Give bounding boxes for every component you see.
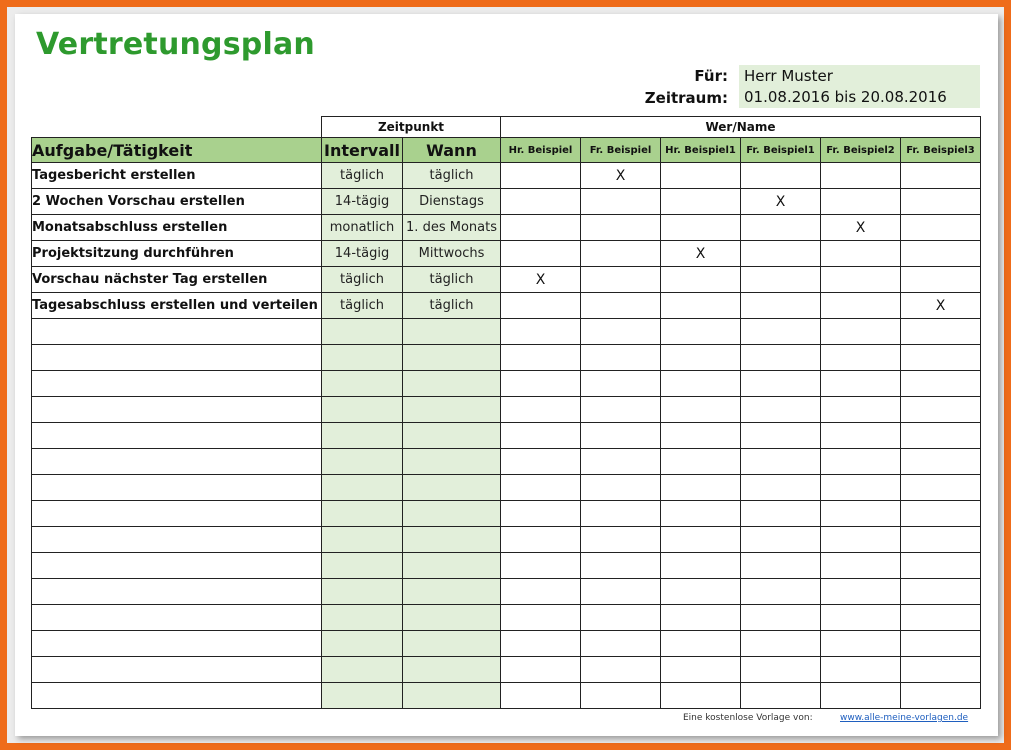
assignment-cell-person-6[interactable] xyxy=(901,267,981,293)
assignment-cell-person-2[interactable] xyxy=(581,449,661,475)
header-person-2: Fr. Beispiel xyxy=(581,138,661,163)
task-cell[interactable] xyxy=(32,475,322,501)
interval-cell[interactable] xyxy=(322,527,403,553)
interval-cell[interactable] xyxy=(322,553,403,579)
fuer-value[interactable]: Herr Muster xyxy=(739,65,980,87)
assignment-cell-person-6[interactable] xyxy=(901,527,981,553)
assignment-cell-person-1[interactable] xyxy=(501,605,581,631)
header-task: Aufgabe/Tätigkeit xyxy=(32,138,322,163)
table-row xyxy=(32,319,981,345)
assignment-cell-person-2[interactable] xyxy=(581,267,661,293)
assignment-cell-person-2[interactable] xyxy=(581,215,661,241)
table-row xyxy=(32,215,981,241)
assignment-cell-person-4[interactable] xyxy=(741,605,821,631)
assignment-cell-person-1[interactable] xyxy=(501,189,581,215)
assignment-cell-person-2[interactable] xyxy=(581,683,661,709)
assignment-cell-person-3[interactable] xyxy=(661,501,741,527)
header-person-5: Fr. Beispiel2 xyxy=(821,138,901,163)
table-row xyxy=(32,371,981,397)
assignment-cell-person-3[interactable] xyxy=(661,579,741,605)
assignment-cell-person-4[interactable] xyxy=(741,527,821,553)
assignment-cell-person-4[interactable] xyxy=(741,501,821,527)
task-cell[interactable] xyxy=(32,605,322,631)
assignment-cell-person-2[interactable] xyxy=(581,501,661,527)
assignment-cell-person-6[interactable] xyxy=(901,241,981,267)
wann-cell[interactable] xyxy=(403,631,501,657)
table-row xyxy=(32,553,981,579)
task-cell[interactable] xyxy=(32,501,322,527)
interval-cell[interactable]: täglich xyxy=(322,293,403,319)
assignment-cell-person-2[interactable] xyxy=(581,293,661,319)
assignment-cell-person-3[interactable] xyxy=(661,683,741,709)
assignment-cell-person-6[interactable] xyxy=(901,189,981,215)
assignment-cell-person-2[interactable] xyxy=(581,579,661,605)
assignment-cell-person-2[interactable] xyxy=(581,397,661,423)
assignment-cell-person-1[interactable] xyxy=(501,319,581,345)
assignment-cell-person-1[interactable] xyxy=(501,579,581,605)
assignment-cell-person-4[interactable]: X xyxy=(741,189,821,215)
interval-cell[interactable] xyxy=(322,319,403,345)
assignment-cell-person-5[interactable] xyxy=(821,579,901,605)
assignment-cell-person-2[interactable] xyxy=(581,423,661,449)
assignment-cell-person-5[interactable] xyxy=(821,449,901,475)
wann-cell[interactable] xyxy=(403,397,501,423)
task-cell[interactable] xyxy=(32,553,322,579)
assignment-cell-person-5[interactable] xyxy=(821,267,901,293)
assignment-cell-person-6[interactable] xyxy=(901,449,981,475)
assignment-cell-person-6[interactable] xyxy=(901,579,981,605)
assignment-cell-person-2[interactable] xyxy=(581,189,661,215)
footer-text: Eine kostenlose Vorlage von: xyxy=(683,713,813,723)
assignment-cell-person-6[interactable] xyxy=(901,371,981,397)
assignment-cell-person-5[interactable] xyxy=(821,605,901,631)
assignment-cell-person-5[interactable] xyxy=(821,345,901,371)
assignment-cell-person-3[interactable] xyxy=(661,319,741,345)
wann-cell[interactable] xyxy=(403,657,501,683)
assignment-cell-person-4[interactable] xyxy=(741,683,821,709)
interval-cell[interactable] xyxy=(322,345,403,371)
task-cell[interactable]: Vorschau nächster Tag erstellen xyxy=(32,267,322,293)
zeitraum-value[interactable]: 01.08.2016 bis 20.08.2016 xyxy=(739,86,980,108)
assignment-cell-person-2[interactable] xyxy=(581,241,661,267)
assignment-cell-person-1[interactable] xyxy=(501,501,581,527)
assignment-cell-person-1[interactable] xyxy=(501,163,581,189)
assignment-cell-person-3[interactable] xyxy=(661,397,741,423)
assignment-cell-person-6[interactable] xyxy=(901,163,981,189)
header-person-3: Hr. Beispiel1 xyxy=(661,138,741,163)
task-cell[interactable] xyxy=(32,657,322,683)
table-row xyxy=(32,631,981,657)
footer-link[interactable]: www.alle-meine-vorlagen.de xyxy=(840,713,969,723)
table-row xyxy=(32,657,981,683)
assignment-cell-person-5[interactable] xyxy=(821,189,901,215)
zeitraum-label: Zeitraum: xyxy=(644,89,728,107)
interval-cell[interactable] xyxy=(322,631,403,657)
assignment-cell-person-4[interactable] xyxy=(741,423,821,449)
assignment-cell-person-3[interactable] xyxy=(661,657,741,683)
table-row xyxy=(32,293,981,319)
assignment-cell-person-4[interactable] xyxy=(741,579,821,605)
task-cell[interactable]: Tagesabschluss erstellen und verteilen xyxy=(32,293,322,319)
wann-cell[interactable] xyxy=(403,319,501,345)
header-person-4: Fr. Beispiel1 xyxy=(741,138,821,163)
assignment-cell-person-2[interactable] xyxy=(581,475,661,501)
assignment-cell-person-4[interactable] xyxy=(741,553,821,579)
interval-cell[interactable]: täglich xyxy=(322,267,403,293)
assignment-cell-person-6[interactable] xyxy=(901,553,981,579)
table-row xyxy=(32,397,981,423)
header-person-1: Hr. Beispiel xyxy=(501,138,581,163)
table-row xyxy=(32,267,981,293)
assignment-cell-person-2[interactable] xyxy=(581,371,661,397)
assignment-cell-person-3[interactable] xyxy=(661,293,741,319)
task-cell[interactable]: Projektsitzung durchführen xyxy=(32,241,322,267)
wann-cell[interactable]: täglich xyxy=(403,163,501,189)
assignment-cell-person-3[interactable] xyxy=(661,345,741,371)
assignment-cell-person-6[interactable] xyxy=(901,397,981,423)
assignment-cell-person-5[interactable] xyxy=(821,683,901,709)
task-cell[interactable] xyxy=(32,423,322,449)
assignment-cell-person-5[interactable] xyxy=(821,319,901,345)
assignment-cell-person-5[interactable] xyxy=(821,527,901,553)
assignment-cell-person-3[interactable] xyxy=(661,267,741,293)
assignment-cell-person-5[interactable] xyxy=(821,475,901,501)
assignment-cell-person-3[interactable] xyxy=(661,605,741,631)
assignment-cell-person-5[interactable] xyxy=(821,631,901,657)
assignment-cell-person-5[interactable] xyxy=(821,553,901,579)
assignment-cell-person-4[interactable] xyxy=(741,267,821,293)
fuer-label: Für: xyxy=(694,67,728,85)
table-row xyxy=(32,163,981,189)
assignment-cell-person-4[interactable] xyxy=(741,293,821,319)
assignment-cell-person-6[interactable] xyxy=(901,345,981,371)
assignment-cell-person-1[interactable] xyxy=(501,345,581,371)
task-cell[interactable] xyxy=(32,319,322,345)
interval-cell[interactable]: täglich xyxy=(322,163,403,189)
assignment-cell-person-3[interactable] xyxy=(661,215,741,241)
wann-cell[interactable] xyxy=(403,527,501,553)
table-row xyxy=(32,475,981,501)
assignment-cell-person-6[interactable] xyxy=(901,319,981,345)
assignment-cell-person-3[interactable]: X xyxy=(661,241,741,267)
assignment-cell-person-3[interactable] xyxy=(661,189,741,215)
assignment-cell-person-6[interactable] xyxy=(901,423,981,449)
task-cell[interactable] xyxy=(32,345,322,371)
assignment-cell-person-5[interactable] xyxy=(821,241,901,267)
assignment-cell-person-2[interactable] xyxy=(581,319,661,345)
task-cell[interactable] xyxy=(32,683,322,709)
task-cell[interactable] xyxy=(32,579,322,605)
group-header-spacer xyxy=(32,117,322,138)
assignment-cell-person-6[interactable] xyxy=(901,631,981,657)
assignment-cell-person-3[interactable] xyxy=(661,475,741,501)
task-cell[interactable]: Tagesbericht erstellen xyxy=(32,163,322,189)
interval-cell[interactable] xyxy=(322,423,403,449)
assignment-cell-person-4[interactable] xyxy=(741,163,821,189)
assignment-cell-person-2[interactable] xyxy=(581,657,661,683)
assignment-cell-person-3[interactable] xyxy=(661,527,741,553)
interval-cell[interactable] xyxy=(322,683,403,709)
assignment-cell-person-1[interactable] xyxy=(501,527,581,553)
task-cell[interactable] xyxy=(32,449,322,475)
assignment-cell-person-5[interactable] xyxy=(821,371,901,397)
assignment-cell-person-2[interactable]: X xyxy=(581,163,661,189)
assignment-cell-person-4[interactable] xyxy=(741,449,821,475)
table-body xyxy=(32,163,981,709)
assignment-cell-person-1[interactable] xyxy=(501,449,581,475)
interval-cell[interactable] xyxy=(322,371,403,397)
wann-cell[interactable]: Mittwochs xyxy=(403,241,501,267)
wann-cell[interactable] xyxy=(403,423,501,449)
assignment-cell-person-1[interactable]: X xyxy=(501,267,581,293)
table-row xyxy=(32,579,981,605)
assignment-cell-person-1[interactable] xyxy=(501,475,581,501)
header-wann: Wann xyxy=(403,138,501,163)
assignment-cell-person-5[interactable] xyxy=(821,501,901,527)
table-row xyxy=(32,423,981,449)
wann-cell[interactable] xyxy=(403,605,501,631)
assignment-cell-person-5[interactable] xyxy=(821,293,901,319)
document-title: Vertretungsplan xyxy=(36,27,315,62)
wann-cell[interactable]: 1. des Monats xyxy=(403,215,501,241)
wann-cell[interactable] xyxy=(403,553,501,579)
assignment-cell-person-6[interactable] xyxy=(901,215,981,241)
header-person-6: Fr. Beispiel3 xyxy=(901,138,981,163)
group-header-zeitpunkt: Zeitpunkt xyxy=(322,117,501,138)
interval-cell[interactable] xyxy=(322,501,403,527)
wann-cell[interactable]: täglich xyxy=(403,267,501,293)
interval-cell[interactable]: monatlich xyxy=(322,215,403,241)
table-row xyxy=(32,241,981,267)
assignment-cell-person-5[interactable] xyxy=(821,657,901,683)
assignment-cell-person-5[interactable] xyxy=(821,423,901,449)
task-cell[interactable] xyxy=(32,371,322,397)
assignment-cell-person-3[interactable] xyxy=(661,553,741,579)
assignment-cell-person-1[interactable] xyxy=(501,241,581,267)
assignment-cell-person-1[interactable] xyxy=(501,631,581,657)
table-row xyxy=(32,605,981,631)
assignment-cell-person-1[interactable] xyxy=(501,397,581,423)
table-row xyxy=(32,683,981,709)
assignment-cell-person-5[interactable] xyxy=(821,397,901,423)
assignment-cell-person-1[interactable] xyxy=(501,293,581,319)
wann-cell[interactable] xyxy=(403,345,501,371)
assignment-cell-person-4[interactable] xyxy=(741,345,821,371)
assignment-cell-person-4[interactable] xyxy=(741,475,821,501)
wann-cell[interactable] xyxy=(403,475,501,501)
table-row xyxy=(32,449,981,475)
assignment-cell-person-6[interactable] xyxy=(901,683,981,709)
wann-cell[interactable] xyxy=(403,579,501,605)
task-cell[interactable] xyxy=(32,397,322,423)
wann-cell[interactable]: Dienstags xyxy=(403,189,501,215)
assignment-cell-person-6[interactable] xyxy=(901,475,981,501)
interval-cell[interactable] xyxy=(322,449,403,475)
assignment-cell-person-2[interactable] xyxy=(581,553,661,579)
assignment-cell-person-2[interactable] xyxy=(581,631,661,657)
assignment-cell-person-4[interactable] xyxy=(741,215,821,241)
interval-cell[interactable] xyxy=(322,397,403,423)
interval-cell[interactable] xyxy=(322,605,403,631)
wann-cell[interactable] xyxy=(403,501,501,527)
assignment-cell-person-6[interactable] xyxy=(901,501,981,527)
interval-cell[interactable] xyxy=(322,475,403,501)
assignment-cell-person-1[interactable] xyxy=(501,423,581,449)
table-row xyxy=(32,501,981,527)
table-row xyxy=(32,527,981,553)
assignment-cell-person-1[interactable] xyxy=(501,215,581,241)
assignment-cell-person-1[interactable] xyxy=(501,683,581,709)
task-cell[interactable]: 2 Wochen Vorschau erstellen xyxy=(32,189,322,215)
wann-cell[interactable] xyxy=(403,371,501,397)
assignment-cell-person-4[interactable] xyxy=(741,319,821,345)
interval-cell[interactable] xyxy=(322,657,403,683)
assignment-cell-person-1[interactable] xyxy=(501,553,581,579)
assignment-cell-person-6[interactable] xyxy=(901,657,981,683)
wann-cell[interactable] xyxy=(403,449,501,475)
assignment-cell-person-5[interactable]: X xyxy=(821,215,901,241)
assignment-cell-person-4[interactable] xyxy=(741,241,821,267)
header-interval: Intervall xyxy=(322,138,403,163)
assignment-cell-person-3[interactable] xyxy=(661,163,741,189)
assignment-cell-person-2[interactable] xyxy=(581,605,661,631)
assignment-cell-person-3[interactable] xyxy=(661,631,741,657)
assignment-cell-person-4[interactable] xyxy=(741,371,821,397)
assignment-cell-person-3[interactable] xyxy=(661,449,741,475)
task-cell[interactable]: Monatsabschluss erstellen xyxy=(32,215,322,241)
group-header-wer-name: Wer/Name xyxy=(501,117,981,138)
table-row xyxy=(32,189,981,215)
assignment-cell-person-3[interactable] xyxy=(661,423,741,449)
table-row xyxy=(32,345,981,371)
interval-cell[interactable] xyxy=(322,579,403,605)
assignment-cell-person-6[interactable]: X xyxy=(901,293,981,319)
wann-cell[interactable] xyxy=(403,683,501,709)
interval-cell[interactable]: 14-tägig xyxy=(322,189,403,215)
assignment-cell-person-4[interactable] xyxy=(741,397,821,423)
assignment-cell-person-4[interactable] xyxy=(741,631,821,657)
column-header-row xyxy=(32,138,981,163)
task-cell[interactable] xyxy=(32,527,322,553)
assignment-cell-person-6[interactable] xyxy=(901,605,981,631)
assignment-cell-person-1[interactable] xyxy=(501,371,581,397)
vertretungsplan-table xyxy=(31,116,981,709)
assignment-cell-person-2[interactable] xyxy=(581,345,661,371)
assignment-cell-person-5[interactable] xyxy=(821,163,901,189)
group-header-row xyxy=(32,117,981,138)
assignment-cell-person-1[interactable] xyxy=(501,657,581,683)
wann-cell[interactable]: täglich xyxy=(403,293,501,319)
interval-cell[interactable]: 14-tägig xyxy=(322,241,403,267)
assignment-cell-person-3[interactable] xyxy=(661,371,741,397)
task-cell[interactable] xyxy=(32,631,322,657)
assignment-cell-person-4[interactable] xyxy=(741,657,821,683)
assignment-cell-person-2[interactable] xyxy=(581,527,661,553)
